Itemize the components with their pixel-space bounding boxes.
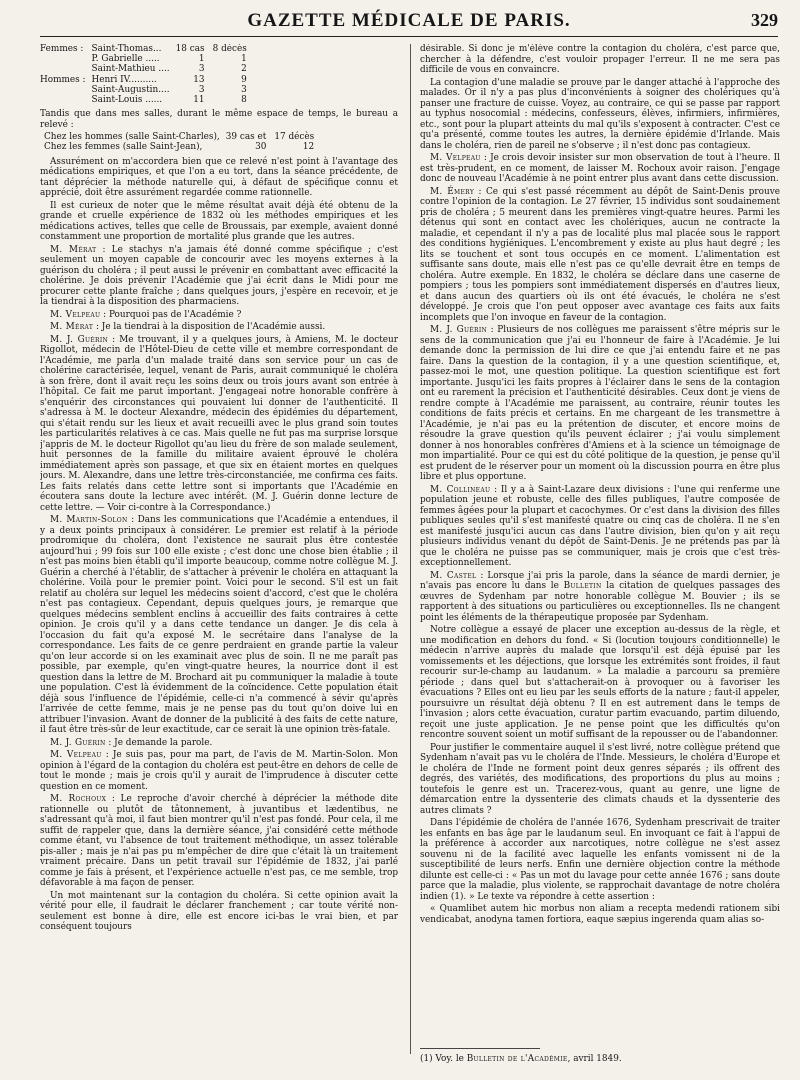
table-row <box>40 64 255 74</box>
hospital-name: Saint-Thomas... <box>91 44 162 54</box>
speech-paragraph <box>40 322 398 333</box>
deces-count: 9 <box>241 74 247 85</box>
speaker-name: M. Rochoux <box>50 794 107 805</box>
speech-paragraph <box>40 794 398 889</box>
speech-text: : Je la tiendrai à la disposition de l'Académie aussi. <box>93 322 326 333</box>
paragraph: Notre collègue a essayé de placer une exception au-dessus de la règle, et une modification en dehors du fond. « Si (locution toujours conditionnelle) le médecin n'arrive auprès du malade que lorsqu'il est déjà épuisé par les vomissements et les déjections, que lorsque les extrémités sont froides, il faut recourir sur-le-champ au laudanum. » La maladie a parcouru sa première période ; dans quel but s'attacherait-on à provoquer ou à favoriser les évacuations ? Elles ont eu lieu par les seuls efforts de la nature ; faut-il appeler, poursuivre un résultat déjà obtenu ? Il en est autrement dans le temps de l'invasion ; alors cette évacuation, curatur partim evacuando, partim diluendo, reçoit une juste application. Je ne pense point que les difficultés qu'on rencontre souvent soient un motif suffisant de la repousser ou de l'abandonner. <box>420 625 780 740</box>
speaker-name: M. Mérat <box>50 244 97 255</box>
salle-name: Chez les femmes (salle Saint-Jean), <box>44 142 203 153</box>
journal-title: GAZETTE MÉDICALE DE PARIS. <box>247 10 571 31</box>
group-label-men: Hommes : <box>40 74 86 85</box>
speech-text: : Pourquoi pas de l'Académie ? <box>100 309 242 320</box>
speech-paragraph <box>40 310 398 321</box>
paragraph: Dans l'épidémie de choléra de l'année 1676, Sydenham prescrivait de traiter les enfants en bas âge par le laudanum seul. En invoquant ce fait à l'appui de la préférence à accorder aux narcotiques, notre collègue ne s'est assez souvenu ni de la facilité avec laquelle les enfants vomissent ni de la susceptibilité de leurs nerfs. Enfin une dernière objection contre la méthode dilunte est celle-ci : « Pas un mot du lavage pour cette année 1676 ; sans doute parce que la maladie, plus violente, se rapprochait davantage de notre choléra indien (1). » Le texte va répondre à cette assertion : <box>420 818 780 902</box>
cas-unit: cas <box>189 44 205 54</box>
deces-count: 1 <box>241 54 247 65</box>
cas-count: 13 <box>193 74 205 85</box>
speaker-name: M. Velpeau <box>50 750 102 761</box>
cas-count: 3 <box>198 64 205 75</box>
paragraph: désirable. Si donc je m'élève contre la contagion du choléra, c'est parce que, chercher à la défendre, c'est vouloir propager l'erreur. Il ne me sera pas difficile de vous en convaincre. <box>420 44 780 75</box>
paragraph: Assurément on m'accordera bien que ce relevé n'est point à l'avantage des médications empiriques, et que l'on a eu tort, dans la séance précédente, de tant déprécier la méthode naturelle qui, à défaut de spécifique connu et apprécié, doit être assurément regardée comme rationnelle. <box>40 156 398 199</box>
speech-paragraph <box>420 187 780 324</box>
speech-paragraph <box>40 750 398 792</box>
table-row <box>40 75 255 85</box>
speaker-name: M. Émery <box>430 186 475 197</box>
speech-text: : Je suis pas, pour ma part, de l'avis de M. Martin-Solon. Mon opinion à l'égard de la contagion du choléra est peut-être en dehors de celle de tout le monde ; mais je crois qu'il y aurait de l'imprudence à discuter cette question en ce moment. <box>40 750 398 792</box>
deces-unit: décès <box>221 44 247 54</box>
table-row <box>44 142 322 152</box>
table-row <box>40 54 255 64</box>
left-column <box>40 44 398 1050</box>
deces-count: 2 <box>241 64 247 75</box>
cas-count: 11 <box>193 95 205 106</box>
deces-unit: décès <box>288 132 315 143</box>
speech-text: : Me trouvant, il y a quelques jours, à Amiens, M. le docteur Rigollot, médecin de l'Hôtel-Dieu de cette ville et membre correspondant de l'Académie, me parla d'un malade traité dans son service pour un cas de cholérine caractérisée, lequel, venant de Paris, aurait communiqué le choléra à son frère, dont il avait reçu les soins deux ou trois jours avant son entrée à l'hôpital. Ce fait me parut important. J'engageai notre honorable confrère à s'enquérir des circonstances qui pouvaient lui donner de l'authenticité. Il s'adressa à M. le docteur Alexandre, médecin des épidémies du département, qui s'était rendu sur les lieux et avait recueilli avec le plus grand soin toutes les particularités relatives à ce cas. Mais quelle ne fut pas ma surprise lorsque j'appris de M. le docteur Rigollot qu'au lieu du frère de son malade seulement, huit personnes de la famille du militaire avaient éprouvé le choléra immédiatement après son passage, et que six en étaient mortes en quelques jours. M. Alexandre, dans une lettre très-circonstanciée, me confirma ces faits. Les faits relatés dans cette lettre sont si importants que l'Académie en écoutera sans doute la lecture avec intérêt. (M. J. Guérin donne lecture de cette lettre. — Voir ci-contre à la Correspondance.) <box>40 334 398 513</box>
cas-count: 39 <box>225 132 238 143</box>
speech-paragraph <box>40 335 398 514</box>
speaker-name: M. J. Guérin <box>50 334 109 345</box>
speaker-name: M. J. Guérin <box>50 737 106 748</box>
speech-text: : Dans les communications que l'Académie a entendues, il y a deux points principaux à considérer. Le premier est relatif à la période prodromique du choléra, dont l'existence ne saurait plus être contestée aujourd'hui ; 99 fois sur 100 elle existe ; c'est donc une chose bien établie ; il n'est pas moins bien établi qu'il importe beaucoup, comme notre collègue M. J. Guérin a cherché à l'établir, de s'attacher à prévenir le choléra en attaquant la cholérine. Voilà pour le premier point. Voici pour le second. S'il est un fait relatif au choléra sur lequel les médecins soient d'accord, c'est que le choléra n'est pas contagieux. Cependant, depuis quelques jours, je remarque que quelques médecins semblent enclins à accueillir des faits contraires à cette opinion. Je crois qu'il y a dans cette tendance un danger. Je dis cela à l'occasion du fait qu'a exposé M. le secrétaire dans l'analyse de la correspondance. Les faits de ce genre perdraient en grande partie la valeur qu'on leur accorde si on les examinait avec plus de soin. Il ne me paraît pas possible, par exemple, qu'en vingt-quatre heures, la nourrice dont il est question dans la lettre de M. Brochard ait pu communiquer la maladie à toute une population. C'est là évidemment de la coïncidence. Cette population était déjà sous l'influence de l'épidémie, celle-ci n'a commencé à sévir qu'après l'arrivée de cette femme, mais je ne pense pas du tout qu'on doive lui en attribuer l'invasion. Avant de donner de la publicité à des faits de cette nature, il faut être très-sûr de leur exactitude, car ce serait là une opinion très-fatale. <box>40 515 398 736</box>
speech-text: : Le stachys n'a jamais été donné comme spécifique ; c'est seulement un moyen capable de concourir avec les moyens externes à la guérison du choléra ; il peut aussi le prévenir en combattant avec efficacité la cholérine. Je dois prévenir l'Académie que j'ai écrit dans le Midi pour me procurer cette plante fraîche ; dans quelques jours, j'espère en recevoir, et je la tiendrai à la disposition des pharmaciens. <box>40 244 398 308</box>
paragraph: Il est curieux de noter que le même résultat avait déjà été obtenu de la grande et cruelle expérience de 1832 où les méthodes empiriques et les médications actives, telles que celle de Broussais, par exemple, avaient donné constamment une proportion de mortalité plus grande que les autres. <box>40 200 398 243</box>
cas-count: 3 <box>198 84 205 95</box>
footnote-text: Voy. le <box>435 1054 467 1064</box>
speech-text: : Plusieurs de nos collègues me paraissent s'être mépris sur le sens de la communication que j'ai eu l'honneur de faire à l'Académie. Je lui demande donc la permission de lui dire ce que j'ai entendu faire et ne pas faire. Dans la question de la contagion, il y a une question scientifique, et, passez-moi le mot, une question politique. La question scientifique est fort importante. Jusqu'ici les faits propres à l'éclairer dans le sens de la contagion ont eu rarement la précision et l'authenticité désirables. Ceux dont je viens de rendre compte à l'Académie me paraissent, au contraire, réunir toutes les conditions de faits précis et certains. En me chargeant de les transmettre à l'Académie, je n'ai pas eu la prétention de discuter, et encore moins de résoudre la grave question qu'ils peuvent éclairer ; j'ai voulu simplement donner à nos honorables confrères d'Amiens et à la science un témoignage de mon impartialité. Pour ce qui est du côté politique de la question, je pense qu'il est prudent de le réserver pour un moment où la discussion pourra en être plus libre et plus opportune. <box>420 325 780 482</box>
speech-paragraph <box>40 515 398 736</box>
salles-stats-table <box>44 132 322 152</box>
speaker-name: M. Velpeau <box>50 309 101 320</box>
table-row <box>44 132 322 142</box>
footnote-marker: (1) <box>420 1054 433 1064</box>
bulletin-title: Bulletin <box>563 581 602 591</box>
footnote-text: , avril 1849. <box>567 1054 622 1064</box>
latin-quote: « Quamlibet autem hic morbus non aliam a recepta medendi rationem sibi vendicabat, anodyna tamen fortiora, eaque sæpius ingerenda quam alias so- <box>420 904 780 925</box>
speech-paragraph <box>40 738 398 749</box>
speaker-name: M. Velpeau <box>430 153 481 163</box>
column-divider <box>410 44 411 1054</box>
deces-count: 12 <box>302 142 315 153</box>
cas-count: 30 <box>255 142 267 153</box>
deces-count: 3 <box>241 84 247 95</box>
table-row <box>40 44 255 54</box>
speech-text: : Je crois devoir insister sur mon observation de tout à l'heure. Il est très-prudent, en ce moment, de laisser M. Rochoux avoir raison. J'engage donc de nouveau l'Académie à ne point entrer plus avant dans cette discussion. <box>420 153 780 184</box>
speaker-name: M. Castel <box>430 570 477 581</box>
hospital-name: Henri IV.......... <box>91 74 157 85</box>
speech-paragraph <box>420 325 780 483</box>
cas-unit: cas et <box>239 132 267 143</box>
paragraph: La contagion d'une maladie se prouve par le danger attaché à l'approche des malades. Or il n'y a pas plus d'inconvénients à soigner des cholériques qu'à panser une fracture de cuisse. Voyez, au contraire, ce qui se passe par rapport au typhus nosocomial : médecins, confesseurs, élèves, infirmiers, infirmières, etc., sont pour la plupart atteints du mal qu'ils s'exposent à contracter. C'est ce qu'a présenté, comme toutes les autres, la dernière épidémie d'Irlande. Mais dans le choléra, rien de pareil ne s'observe ; il n'est donc pas contagieux. <box>420 77 780 151</box>
table-row <box>40 85 255 95</box>
deces-count: 8 <box>212 44 219 54</box>
paragraph: Un mot maintenant sur la contagion du choléra. Si cette opinion avait la vérité pour elle, il faudrait le déclarer franchement ; car toute vérité non-seulement est bonne à dire, elle est encore ici-bas le vrai bien, et par conséquent toujours <box>40 890 398 933</box>
speech-text: : Je demande la parole. <box>105 737 213 748</box>
cas-count: 1 <box>198 54 205 65</box>
paragraph: Pour justifier le commentaire auquel il s'est livré, notre collègue prétend que Sydenham n'avait pas vu le choléra de l'Inde. Messieurs, le choléra d'Europe et le choléra de l'Inde ne forment point deux genres séparés ; ils offrent des degrés, des variétés, des modifications, des proportions du plus au moins ; toutefois le genre est un. Tracerez-vous, quant au genre, une ligne de démarcation entre la dyssenterie des climats chauds et la dyssenterie des autres climats ? <box>420 742 780 816</box>
speaker-name: M. Martin-Solon <box>50 515 128 526</box>
hospital-name: P. Gabrielle ..... <box>91 54 160 65</box>
footnote-bulletin: Bulletin de l'Académie <box>466 1054 568 1064</box>
hospital-stats-table <box>40 44 255 105</box>
hospital-name: Saint-Louis ...... <box>91 95 163 106</box>
speaker-name: M. J. Guérin <box>430 325 488 335</box>
masthead <box>40 8 778 37</box>
footnote-rule <box>420 1048 540 1049</box>
speech-text: : Il y a à Saint-Lazare deux divisions : l'une qui renferme une population jeune et robuste, celle des filles publiques, l'autre composée de femmes âgées pour la plupart et cacochymes. Or c'est dans la division des filles publiques seules qu'il s'est manifesté quatre ou cinq cas de choléra. Il ne s'en est manifesté jusqu'ici aucun cas dans l'autre division, bien qu'on y ait reçu plusieurs individus venant du dépôt de Saint-Denis. Je ne prétends pas par là que le choléra ne puisse pas se communiquer, mais je crois que c'est très-exceptionnellement. <box>420 484 780 568</box>
speaker-name: M. Mérat <box>50 322 94 333</box>
speaker-name: M. Collineau <box>430 484 491 495</box>
hospital-name: Saint-Augustin.... <box>91 84 170 95</box>
deces-count: 17 <box>274 132 286 143</box>
speech-text: : Ce qui s'est passé récemment au dépôt de Saint-Denis prouve contre l'opinion de la contagion. Le 27 février, 15 individus sont soudainement pris de choléra ; 5 meurent dans les premières vingt-quatre heures. Parmi les détenus qui sont en contact avec les cholériques, aucun ne contracte la maladie, et cependant il n'y a pas de localité plus mal placée sous le rapport des conditions hygiéniques. L'encombrement y existe au plus haut degré ; les lits se touchent et sont tous occupés en ce moment. L'alimentation est suffisante sans doute, mais elle n'est pas ce qu'elle devrait être en temps de choléra. Autre exemple. En 1832, le choléra se déclare dans une caserne de pompiers ; tous les pompiers sont immédiatement dispersés en d'autres lieux, et dans aucun des quartiers où ils ont été évacués, le choléra ne s'est développé. Je crois que l'on peut opposer avec avantage ces faits aux faits incomplets que l'on invoque en faveur de la contagion. <box>420 186 780 323</box>
speech-paragraph <box>40 245 398 308</box>
speech-text: : Lorsque j'ai pris la parole, dans la séance de mardi dernier, je n'avais pas encore lu dans le <box>420 570 780 591</box>
speech-paragraph <box>420 571 780 624</box>
speech-text: : Le reproche d'avoir cherché à déprécier la méthode dite rationnelle ou plutôt de tâtonnement, à juvantibus et lædentibus, ne s'adressant qu'à moi, il faut bien montrer qu'il n'est pas fondé. Pour cela, il me suffit de rappeler que, dans la dernière séance, j'ai considéré cette méthode comme étant, vu l'absence de tout traitement méthodique, un assez tolérable pis-aller ; mais je n'ai pas pu m'empêcher de dire que c'était là un traitement vraiment précaire. Dans un petit travail sur l'épidémie de 1832, j'ai parlé comme je fais à présent, et l'expérience actuelle n'est pas, ce me semble, trop défavorable à ma façon de penser. <box>40 794 398 889</box>
salles-intro: Tandis que dans mes salles, durant le même espace de temps, le bureau a relevé : <box>40 109 398 130</box>
salle-name: Chez les hommes (salle Saint-Charles), <box>44 132 220 143</box>
speech-text: la citation de quelques passages des œuvres de Sydenham par notre honorable collègue M. Bouvier ; ils se rapportent à des situations ou particulières ou exceptionnelles. Ils ne changent point les éléments de la thérapeutique proposée par Sydenham. <box>420 581 780 623</box>
footnote <box>420 1054 780 1065</box>
deces-count: 8 <box>241 95 247 106</box>
right-column <box>420 44 780 1050</box>
group-label-women: Femmes : <box>40 44 84 54</box>
speech-paragraph <box>420 485 780 569</box>
speech-paragraph <box>420 153 780 185</box>
page-number: 329 <box>751 10 778 30</box>
hospital-name: Saint-Mathieu .... <box>91 64 170 75</box>
table-row <box>40 95 255 105</box>
cas-count: 18 <box>175 44 187 54</box>
